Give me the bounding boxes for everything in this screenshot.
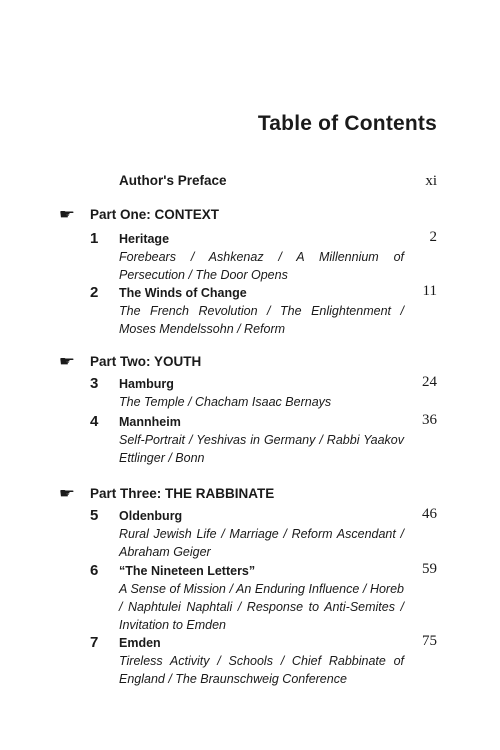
chapter-title: The Winds of Change [119,286,247,300]
chapter-title: Heritage [119,232,170,246]
chapter-subtitle: Self-Portrait / Yeshivas in Germany / Rabbi Yaakov Ettlinger / Bonn [119,433,404,465]
part-heading [58,353,202,370]
part-label: Part Two: YOUTH [90,354,202,369]
chapter-title: Mannheim [119,415,181,429]
toc-entry-chapter[interactable] [88,414,437,467]
pointing-hand-icon: ☛ [58,206,76,222]
toc-entry-preface[interactable] [119,173,437,188]
chapter-subtitle: A Sense of Mission / An Enduring Influence / Horeb / Naphtulei Naphtali / Response to Anti-Semites / Invitation to Emden [119,582,404,632]
toc-entry-chapter[interactable] [88,376,437,411]
page-number: 75 [422,633,437,649]
chapter-title: Hamburg [119,377,174,391]
toc-entry-chapter[interactable] [88,231,437,284]
chapter-number: 3 [90,375,99,392]
toc-entry-chapter[interactable] [88,285,437,338]
part-label: Part Three: THE RABBINATE [90,486,275,501]
page-number: 59 [422,561,437,577]
page-number: 11 [422,283,437,299]
chapter-title: Emden [119,636,161,650]
pointing-hand-icon: ☛ [58,353,76,369]
page-number: 2 [429,229,437,245]
chapter-number: 1 [90,230,99,247]
chapter-title: “The Nineteen Letters” [119,564,256,578]
chapter-subtitle: Rural Jewish Life / Marriage / Reform Ascendant / Abraham Geiger [119,527,404,559]
chapter-subtitle: Forebears / Ashkenaz / A Millennium of Persecution / The Door Opens [119,250,404,282]
part-label: Part One: CONTEXT [90,207,220,222]
chapter-subtitle: The French Revolution / The Enlightenment / Moses Mendelssohn / Reform [119,304,404,336]
toc-entry-chapter[interactable] [88,508,437,561]
chapter-subtitle: Tireless Activity / Schools / Chief Rabbinate of England / The Braunschweig Conference [119,654,404,686]
chapter-number: 2 [90,284,99,301]
chapter-title: Oldenburg [119,509,183,523]
page-title: Table of Contents [257,112,437,135]
chapter-number: 5 [90,507,99,524]
page-number: xi [425,173,437,189]
chapter-number: 6 [90,562,99,579]
part-heading [58,206,220,223]
chapter-subtitle: The Temple / Chacham Isaac Bernays [119,395,332,409]
page-number: 36 [422,412,437,428]
page-number: 24 [422,374,437,390]
preface-label: Author's Preface [119,173,227,188]
toc-entry-chapter[interactable] [88,635,437,688]
pointing-hand-icon: ☛ [58,485,76,501]
chapter-number: 7 [90,634,99,651]
toc-entry-chapter[interactable] [88,563,437,634]
page-number: 46 [422,506,437,522]
chapter-number: 4 [90,413,99,430]
part-heading [58,485,275,502]
